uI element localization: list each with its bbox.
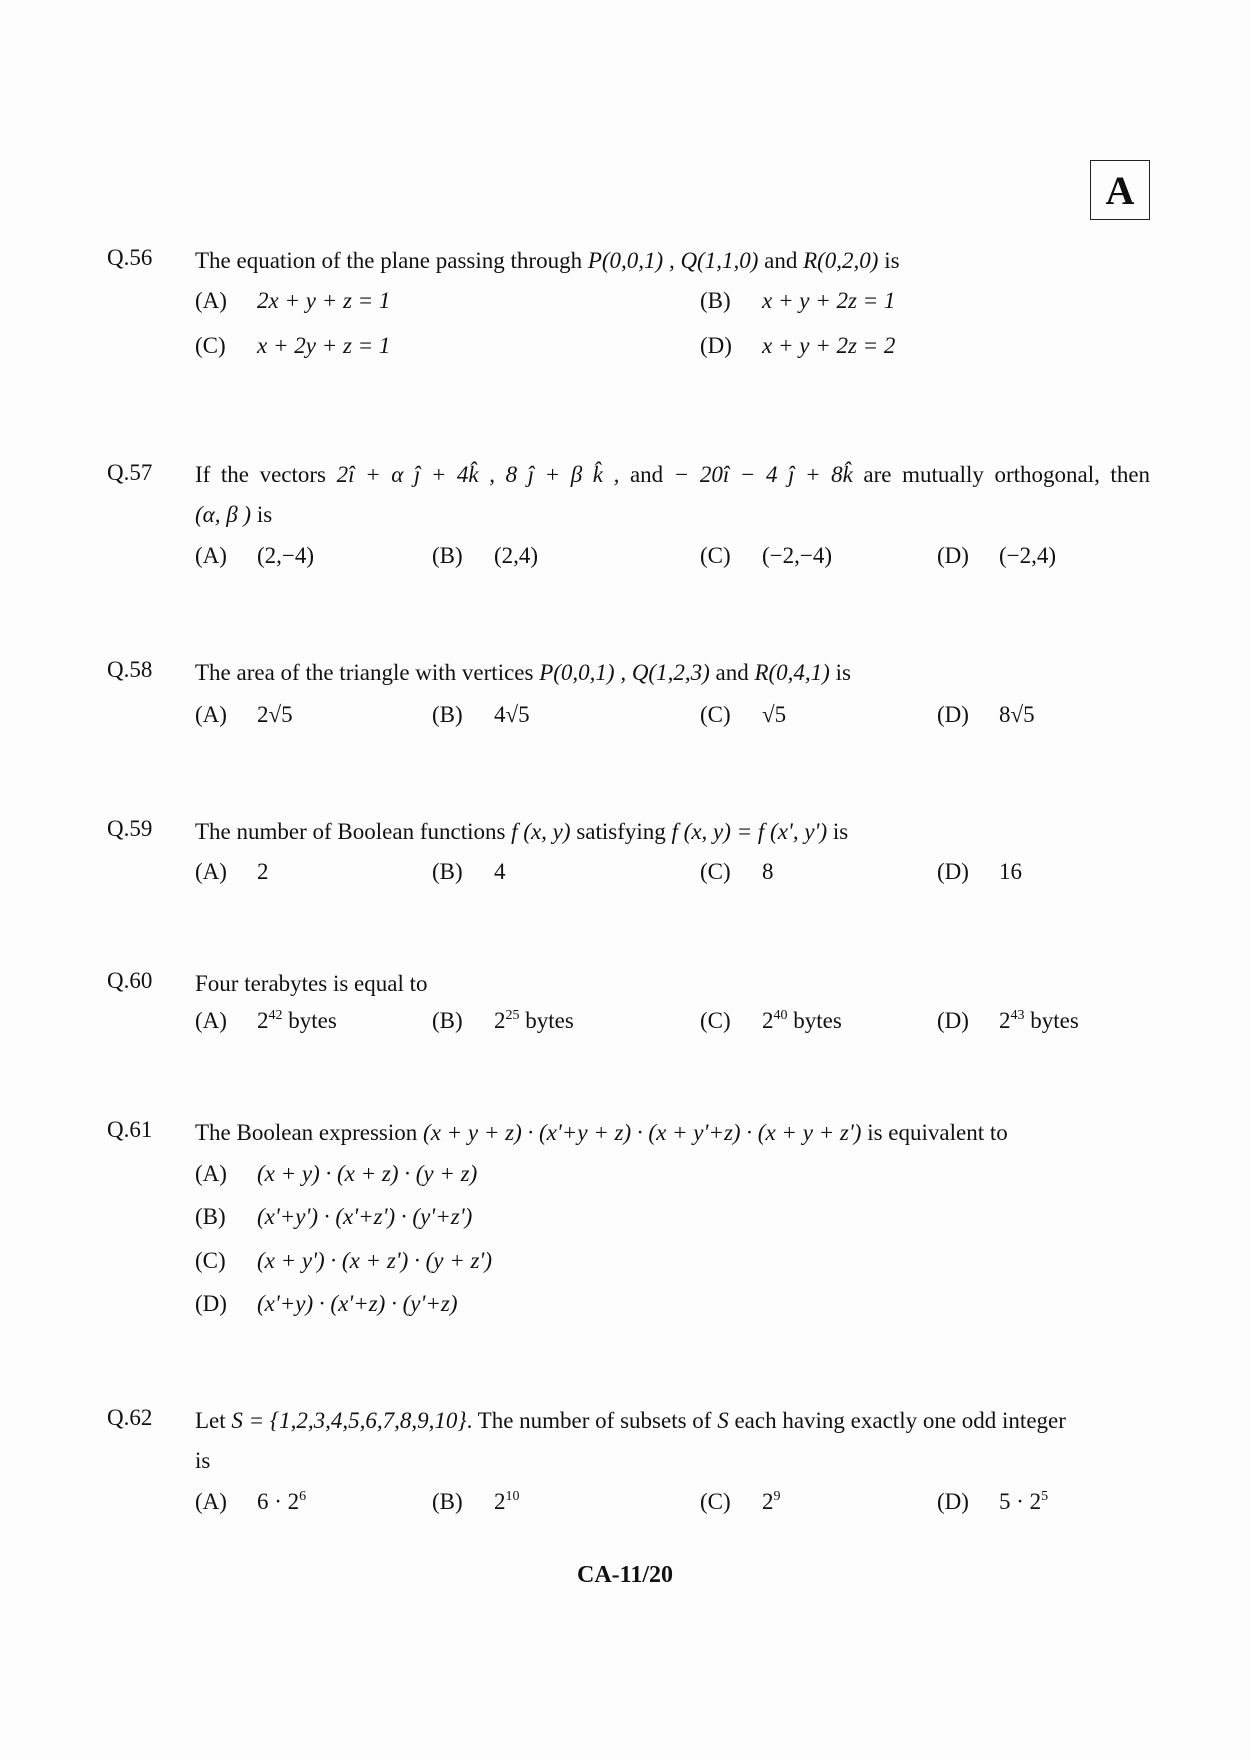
question-number: Q.60 [107,968,153,993]
option-c[interactable]: (C) $2^9$ [700,1489,781,1514]
option-b[interactable]: (B) 4 [432,859,506,884]
answer-set-box [1090,160,1150,220]
option-a[interactable]: (A) 2√5 [195,702,293,727]
option-a[interactable]: (A) $6 \cdot 2^6$ [195,1489,307,1514]
option-b[interactable]: (B) $2^{25}$ bytes [432,1008,574,1033]
option-b[interactable]: (B) $2^{10}$ [432,1489,520,1514]
option-b[interactable]: (B) 4√5 [432,702,530,727]
option-d[interactable]: (D) 16 [937,859,1022,884]
option-a[interactable]: (A) 2x + y + z = 1 [195,288,391,313]
question-stem: The equation of the plane passing through P(0,0,1) , Q(1,1,0) and R(0,2,0) is [195,248,900,273]
option-b[interactable]: (B) (x'+y') · (x'+z') · (y'+z') [195,1204,473,1229]
answer-set-label: A [1105,167,1135,213]
option-a[interactable]: (A) $2^{42}$ bytes [195,1008,337,1033]
question-stem: The area of the triangle with vertices P(0,0,1) , Q(1,2,3) and R(0,4,1) is [195,660,851,685]
question-number: Q.59 [107,816,153,841]
option-c[interactable]: (C) (x + y') · (x + z') · (y + z') [195,1248,493,1273]
question-number: Q.57 [107,460,153,485]
question-number: Q.62 [107,1405,153,1430]
option-d[interactable]: (D) (−2,4) [937,543,1057,568]
question-stem-line-1: Let S = {1,2,3,4,5,6,7,8,9,10}. The number of subsets of S each having exactly one odd integer [195,1408,1066,1433]
option-d[interactable]: (D) $2^{43}$ bytes [937,1008,1079,1033]
option-d[interactable]: (D) 8√5 [937,702,1035,727]
option-d[interactable]: (D) (x'+y) · (x'+z) · (y'+z) [195,1291,458,1316]
option-a[interactable]: (A) 2 [195,859,269,884]
option-b[interactable]: (B) (2,4) [432,543,539,568]
question-stem: The number of Boolean functions f (x, y) satisfying f (x, y) = f (x', y') is [195,819,849,844]
question-number: Q.56 [107,245,153,270]
option-c[interactable]: (C) (−2,−4) [700,543,833,568]
page-footer: CA-11/20 [577,1562,673,1588]
question-stem-line-2: is [195,1448,211,1473]
option-b[interactable]: (B) x + y + 2z = 1 [700,288,896,313]
question-stem: Four terabytes is equal to [195,971,428,996]
question-stem: The Boolean expression (x + y + z) · (x'+y + z) · (x + y'+z) · (x + y + z') is equivalent to [195,1120,1008,1145]
question-stem-line-1: If the vectors 2î + α ĵ + 4k̂ , 8 ĵ + β k̂ , and − 20î − 4 ĵ + 8k̂ are mutually orthogonal, then [195,462,1151,487]
option-c[interactable]: (C) $2^{40}$ bytes [700,1008,842,1033]
option-c[interactable]: (C) √5 [700,702,787,727]
option-c[interactable]: (C) 8 [700,859,774,884]
option-c[interactable]: (C) x + 2y + z = 1 [195,333,391,358]
question-number: Q.58 [107,657,153,682]
question-stem-line-2: (α, β ) is [195,502,273,527]
option-a[interactable]: (A) (x + y) · (x + z) · (y + z) [195,1161,478,1186]
option-a[interactable]: (A) (2,−4) [195,543,315,568]
option-d[interactable]: (D) x + y + 2z = 2 [700,333,896,358]
option-d[interactable]: (D) $5 \cdot 2^5$ [937,1489,1049,1514]
question-number: Q.61 [107,1117,153,1142]
